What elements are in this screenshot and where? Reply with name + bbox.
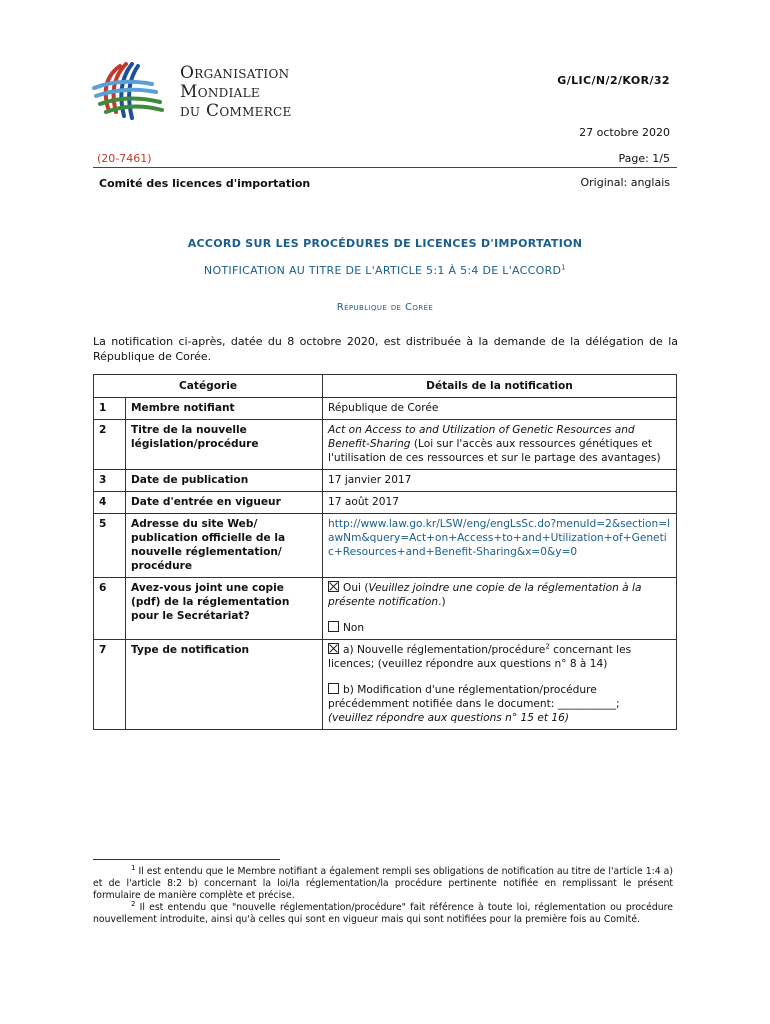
row-category: Adresse du site Web/ publication officielle de la nouvelle réglementation/ procédure: [126, 514, 323, 578]
option-yes-note: Veuillez joindre une copie de la réglementation à la présente notification: [328, 582, 642, 608]
table-row: [94, 492, 677, 514]
row-category: Membre notifiant: [126, 398, 323, 420]
option-no-label: Non: [343, 622, 365, 634]
row-detail: [323, 420, 677, 470]
intro-paragraph: La notification ci-après, datée du 8 octobre 2020, est distribuée à la demande de la délégation de la République de Corée.: [93, 335, 678, 363]
row-detail: 17 août 2017: [323, 492, 677, 514]
row-number: 6: [94, 578, 126, 640]
page-number: Page: 1/5: [618, 152, 670, 165]
document-date: 27 octobre 2020: [579, 126, 670, 139]
law-title: Act on Access to and Utilization of Genetic Resources and Benefit-Sharing: [328, 424, 635, 450]
row-detail: [323, 640, 677, 730]
subtitle-text: NOTIFICATION AU TITRE DE L'ARTICLE 5:1 À 5:4 DE L'ACCORD: [203, 264, 562, 277]
row-number: 5: [94, 514, 126, 578]
option-yes-label: Oui (: [343, 582, 369, 594]
row-number: 4: [94, 492, 126, 514]
header-category: Catégorie: [94, 375, 323, 398]
footnote-separator: [93, 859, 280, 860]
org-line1: Organisation: [180, 63, 290, 83]
footnote-number: 1: [131, 863, 136, 872]
yes-checkbox[interactable]: [328, 581, 339, 592]
row-number: 3: [94, 470, 126, 492]
table-row: [94, 398, 677, 420]
option-no: [328, 621, 671, 635]
committee-name: Comité des licences d'importation: [99, 177, 311, 190]
option-b-label: b) Modification d'une réglementation/procédure précédemment notifiée dans le document: ___________;: [328, 684, 620, 710]
header-rule: [93, 167, 677, 168]
row-number: 1: [94, 398, 126, 420]
header-details: Détails de la notification: [323, 375, 677, 398]
modification-checkbox[interactable]: [328, 683, 339, 694]
row-number: 7: [94, 640, 126, 730]
wto-logo-icon: [90, 58, 172, 128]
option-yes: [328, 581, 671, 609]
row-number: 2: [94, 420, 126, 470]
table-row: [94, 640, 677, 730]
document-ref: (20-7461): [97, 152, 152, 165]
table-row: [94, 578, 677, 640]
country-title: République de Corée: [336, 302, 434, 313]
main-title: ACCORD SUR LES PROCÉDURES DE LICENCES D'IMPORTATION: [187, 237, 583, 250]
option-a-footnote-ref: 2: [545, 642, 550, 651]
org-line2: Mondiale: [180, 82, 260, 102]
document-symbol: G/LIC/N/2/KOR/32: [557, 74, 670, 87]
footnote: [93, 863, 673, 902]
row-detail: 17 janvier 2017: [323, 470, 677, 492]
org-name: [180, 64, 292, 121]
law-title-translation: (Loi sur l'accès aux ressources génétiques et l'utilisation de ces ressources et sur le partage des avantages): [328, 438, 661, 464]
footnote-text: Il est entendu que le Membre notifiant a également rempli ses obligations de notification au titre de l'article 1:4 a) et de l'article 8:2 b) concernant la loi/la réglementation/la procédure pertinente notifiée en remplissant le présent formulaire de manière complète et précise.: [93, 866, 673, 901]
footnote: [93, 899, 673, 926]
original-language: Original: anglais: [580, 176, 670, 189]
org-line3: du Commerce: [180, 101, 292, 121]
table-row: [94, 470, 677, 492]
table-row: [94, 514, 677, 578]
notification-table: [93, 374, 677, 730]
row-category: Titre de la nouvelle législation/procédure: [126, 420, 323, 470]
table-header-row: [94, 375, 677, 398]
regulation-url-link[interactable]: http://www.law.go.kr/LSW/eng/engLsSc.do?menuId=2&section=lawNm&query=Act+on+Access+to+and+Utilization+of+Genetic+Resources+and+Benefit-Sharing&x=0&y=0: [328, 518, 671, 558]
row-detail: République de Corée: [323, 398, 677, 420]
option-a-label: a) Nouvelle réglementation/procédure: [343, 644, 546, 656]
table-row: [94, 420, 677, 470]
row-detail: [323, 578, 677, 640]
option-a-end: concernant les licences; (veuillez répondre aux questions n° 8 à 14): [328, 644, 632, 670]
no-checkbox[interactable]: [328, 621, 339, 632]
option-yes-end: .): [438, 596, 446, 608]
row-category: Avez-vous joint une copie (pdf) de la réglementation pour le Secrétariat?: [126, 578, 323, 640]
row-detail: [323, 514, 677, 578]
footnote-text: Il est entendu que "nouvelle réglementation/procédure" fait référence à toute loi, réglementation ou procédure nouvellement introduite, ainsi qu'à celles qui sont en vigueur mais qui sont notifiées pour la première fois au Comité.: [93, 902, 673, 925]
option-b: [328, 683, 671, 725]
subtitle-footnote-ref: 1: [561, 263, 567, 272]
option-a: [328, 643, 671, 671]
new-regulation-checkbox[interactable]: [328, 643, 339, 654]
row-category: Date d'entrée en vigueur: [126, 492, 323, 514]
footnote-number: 2: [131, 899, 136, 908]
row-category: Date de publication: [126, 470, 323, 492]
row-category: Type de notification: [126, 640, 323, 730]
subtitle: [0, 264, 770, 277]
option-b-note: (veuillez répondre aux questions n° 15 et 16): [328, 712, 570, 724]
